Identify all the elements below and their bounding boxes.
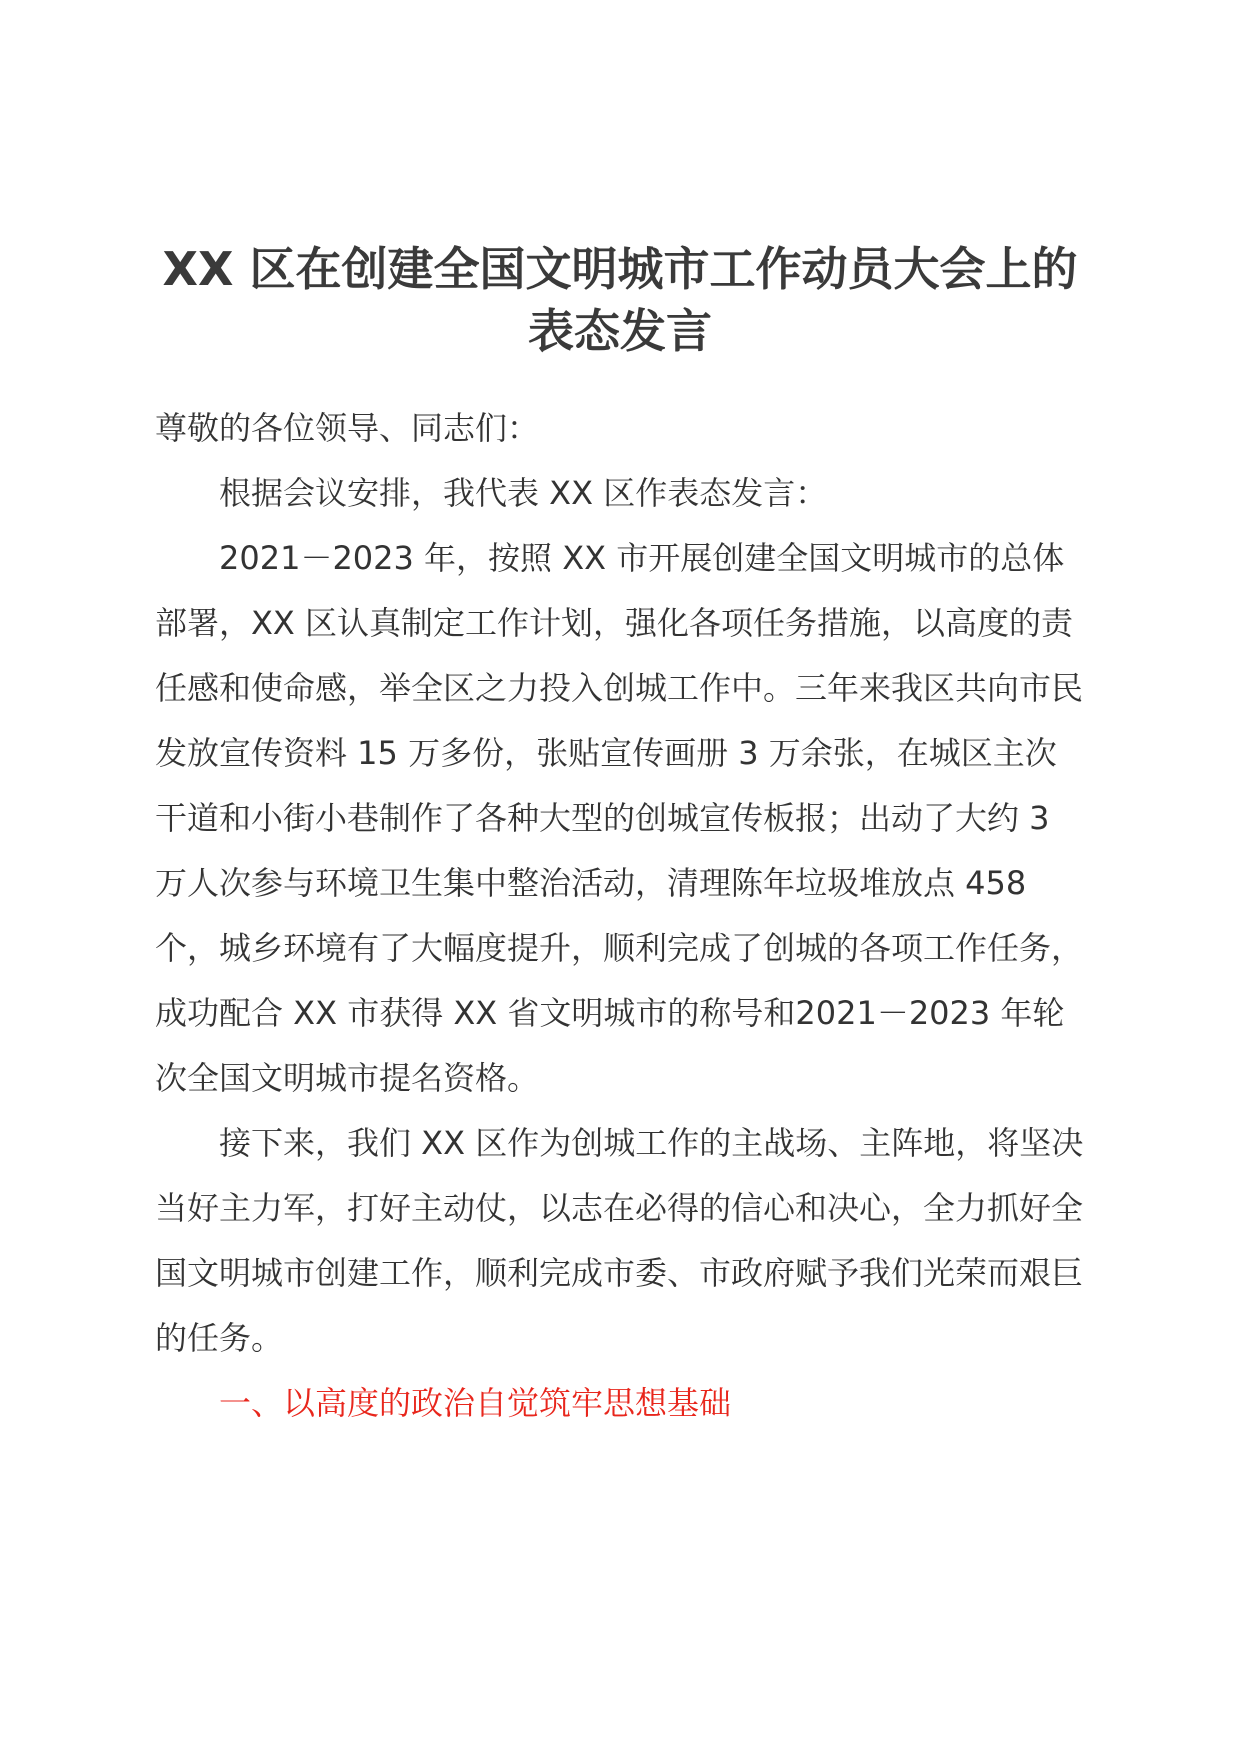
document-title: XX 区在创建全国文明城市工作动员大会上的表态发言 <box>162 242 1078 358</box>
section-heading: 一、以高度的政治自觉筑牢思想基础 <box>219 1384 732 1422</box>
paragraph-commitment: 接下来，我们 XX 区作为创城工作的主战场、主阵地，将坚决当好主力军，打好主动仗，以志在必得的信心和决心，全力抓好全国文明城市创建工作，顺利完成市委、市政府赋予我们光荣而艰巨的任务。 <box>155 1124 1084 1357</box>
paragraph-achievements: 2021－2023 年，按照 XX 市开展创建全国文明城市的总体部署，XX 区认真制定工作计划，强化各项任务措施，以高度的责任感和使命感，举全区之力投入创城工作中。三年来我区共向市民发放宣传资料 15 万多份，张贴宣传画册 3 万余张，在城区主次干道和小街小巷制作了各种大型的创城宣传板报；出动了大约 3 万人次参与环境卫生集中整治活动，清理陈年垃圾堆放点 458 个，城乡环境有了大幅度提升，顺利完成了创城的各项工作任务，成功配合 XX 市获得 XX 省文明城市的称号和2021－2023 年轮次全国文明城市提名资格。 <box>155 539 1084 1097</box>
paragraph-intro: 根据会议安排，我代表 XX 区作表态发言： <box>219 474 828 512</box>
document-body <box>155 396 1085 1436</box>
salutation: 尊敬的各位领导、同志们： <box>155 409 540 447</box>
